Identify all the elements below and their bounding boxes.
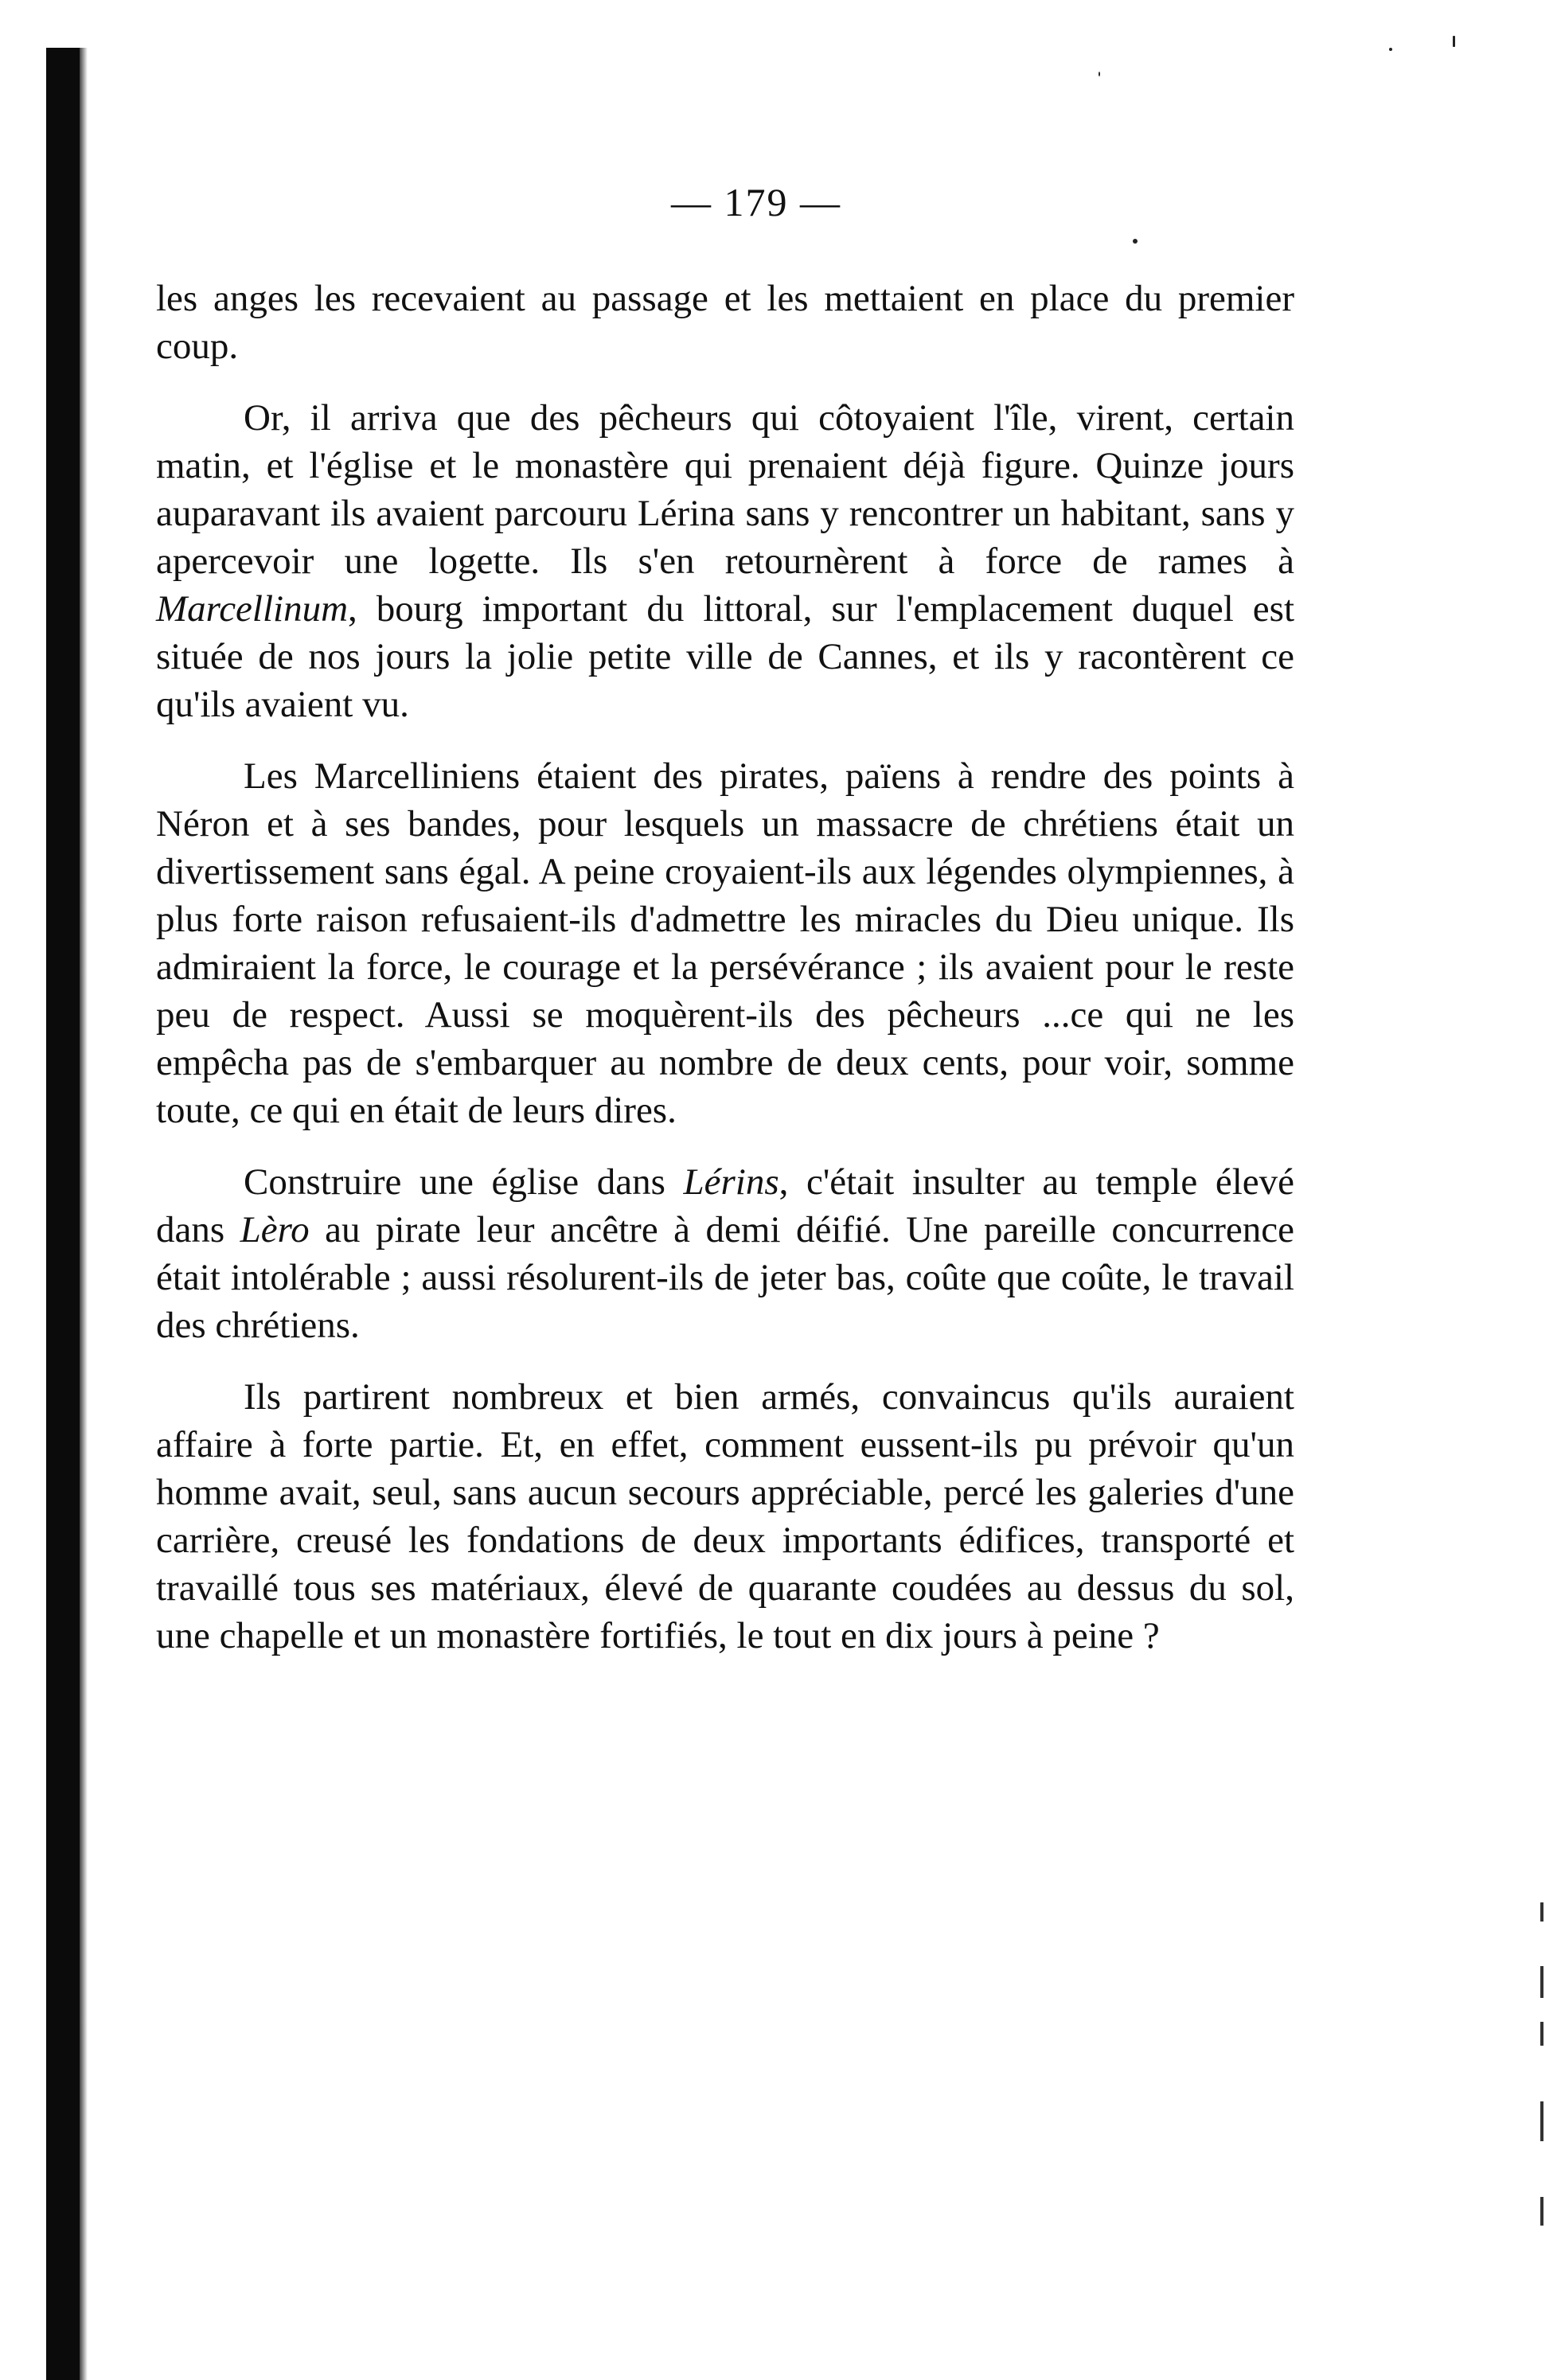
paragraph: [156, 1158, 1294, 1349]
page-number: — 179 —: [671, 180, 841, 224]
text-run: Ils partirent nombreux et bien armés, convaincus qu'ils auraient affaire à forte partie. Et, en effet, comment eussent-ils pu prévoir qu'un homme avait, seul, sans aucun secours appréciable, percé les galeries d'une carrière, creusé les fondations de deux importants édifices, transporté et travaillé tous ses matériaux, élevé de quarante coudées au dessus du sol, une chapelle et un monastère fortifiés, le tout en dix jours à peine ?: [156, 1376, 1294, 1656]
scan-edge-mark: [1540, 1902, 1543, 1922]
text-run: les anges les recevaient au passage et les mettaient en place du premier coup.: [156, 278, 1294, 367]
text-run: , bourg important du littoral, sur l'emplacement duquel est située de nos jours la jolie petite ville de Cannes, et ils y racontèrent ce qu'ils avaient vu.: [156, 588, 1294, 725]
scan-edge-mark: [1540, 2022, 1543, 2046]
scan-edge-mark: [1540, 2197, 1543, 2226]
text-run: Construire une église dans: [244, 1161, 684, 1203]
paragraph: [156, 275, 1294, 370]
ink-speck: [1133, 239, 1138, 244]
italic-term: Lérins: [683, 1161, 779, 1203]
paragraph: [156, 1373, 1294, 1660]
ink-speck: [1453, 36, 1455, 47]
scan-edge-mark: [1540, 2101, 1543, 2141]
text-run: , c'était insulter au temple élevé dans: [156, 1161, 1294, 1250]
ink-speck: [1389, 48, 1392, 51]
paragraph: [156, 394, 1294, 728]
page-binding-edge: [46, 48, 80, 2380]
body-text: [156, 275, 1294, 1684]
ink-speck: [1099, 72, 1100, 76]
text-run: Les Marcelliniens étaient des pirates, païens à rendre des points à Néron et à ses bandes, pour lesquels un massacre de chrétiens était un divertissement sans égal. A peine croyaient-ils aux légendes olympiennes, à plus forte raison refusaient-ils d'admettre les miracles du Dieu unique. Ils admiraient la force, le courage et la persévérance ; ils avaient pour le reste peu de respect. Aussi se moquèrent-ils des pêcheurs ...ce qui ne les empêcha pas de s'embarquer au nombre de deux cents, pour voir, somme toute, ce qui en était de leurs dires.: [156, 755, 1294, 1131]
italic-term: Marcellinum: [156, 588, 349, 630]
scan-edge-mark: [1540, 1966, 1543, 1998]
paragraph: [156, 752, 1294, 1134]
text-run: au pirate leur ancêtre à demi déifié. Une pareille concurrence était intolérable ; aussi résolurent-ils de jeter bas, coûte que coûte, le travail des chrétiens.: [156, 1209, 1294, 1346]
italic-term: Lèro: [240, 1209, 310, 1250]
text-run: Or, il arriva que des pêcheurs qui côtoyaient l'île, virent, certain matin, et l'église et le monastère qui prenaient déjà figure. Quinze jours auparavant ils avaient parcouru Lérina sans y rencontrer un habitant, sans y apercevoir une logette. Ils s'en retournèrent à force de rames à: [156, 397, 1294, 582]
